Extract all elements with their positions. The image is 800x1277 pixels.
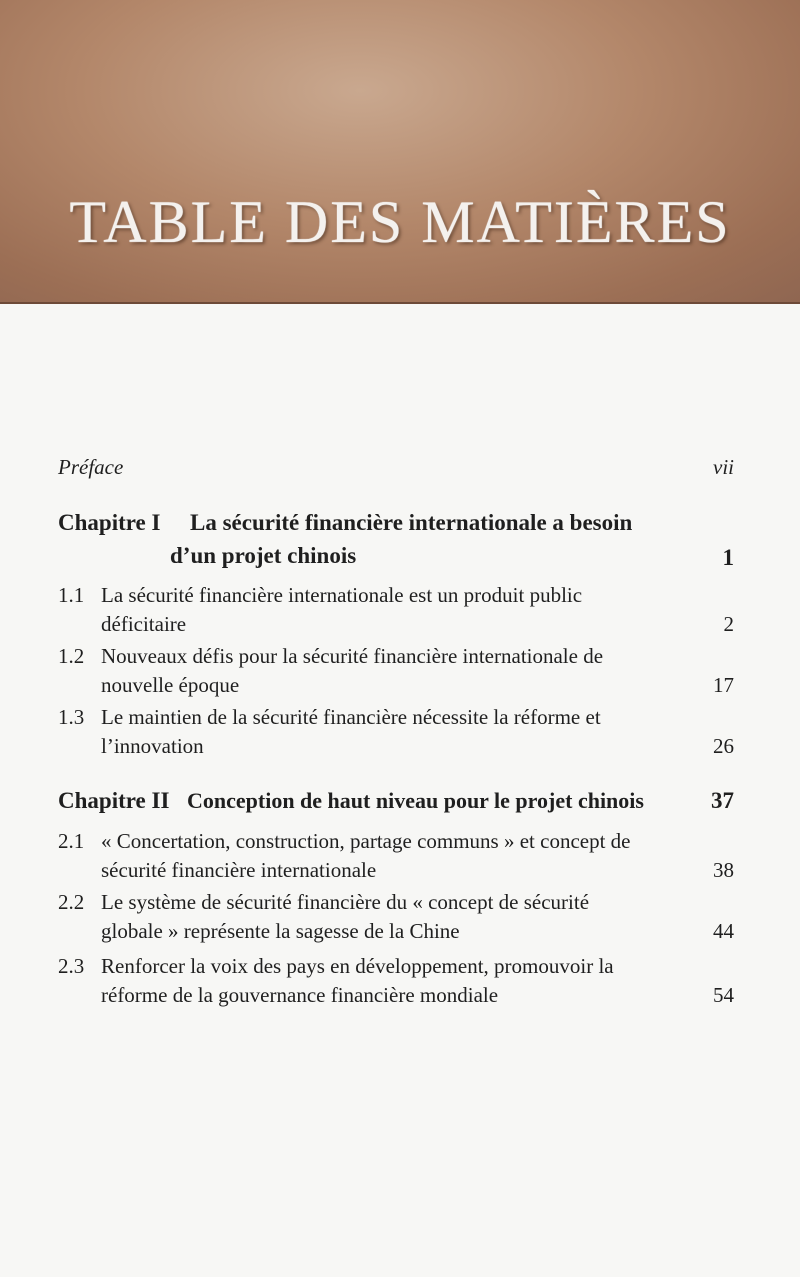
section-page: 26: [713, 734, 734, 758]
section-title: Nouveaux défis pour la sécurité financière internationale de: [101, 644, 604, 668]
section-page: 38: [713, 858, 734, 882]
chapter-label: Chapitre I: [58, 510, 161, 535]
section-number: 2.2: [58, 890, 85, 914]
section-title: La sécurité financière internationale est un produit public: [101, 583, 583, 607]
section-title-cont: déficitaire: [101, 612, 187, 636]
section-page: 2: [723, 612, 734, 636]
section-number: 2.3: [58, 954, 85, 978]
preface-page: vii: [713, 455, 734, 479]
chapter-page: 1: [722, 545, 734, 570]
chapter-title: Conception de haut niveau pour le projet chinois: [187, 788, 644, 813]
section-title-cont: globale » représente la sagesse de la Chine: [101, 919, 460, 943]
section-page: 17: [713, 673, 734, 697]
header-banner: [0, 0, 800, 304]
section-title-cont: nouvelle époque: [101, 673, 240, 697]
chapter-title-cont: d’un projet chinois: [170, 543, 357, 568]
section-title-cont: sécurité financière internationale: [101, 858, 377, 882]
chapter-title: La sécurité financière internationale a besoin: [190, 510, 633, 535]
section-number: 1.1: [58, 583, 85, 607]
chapter-page: 37: [711, 788, 734, 813]
section-number: 1.3: [58, 705, 85, 729]
section-title: « Concertation, construction, partage communs » et concept de: [101, 829, 631, 853]
section-page: 44: [713, 919, 734, 943]
section-number: 2.1: [58, 829, 85, 853]
section-number: 1.2: [58, 644, 85, 668]
chapter-label: Chapitre II: [58, 788, 170, 813]
preface-label: Préface: [58, 455, 124, 479]
section-title: Le maintien de la sécurité financière nécessite la réforme et: [101, 705, 601, 729]
section-title: Le système de sécurité financière du « concept de sécurité: [101, 890, 590, 914]
section-page: 54: [713, 983, 734, 1007]
page-title: TABLE DES MATIÈRES: [69, 189, 731, 255]
section-title-cont: l’innovation: [101, 734, 204, 758]
section-title-cont: réforme de la gouvernance financière mondiale: [101, 983, 499, 1007]
section-title: Renforcer la voix des pays en développement, promouvoir la: [101, 954, 614, 978]
